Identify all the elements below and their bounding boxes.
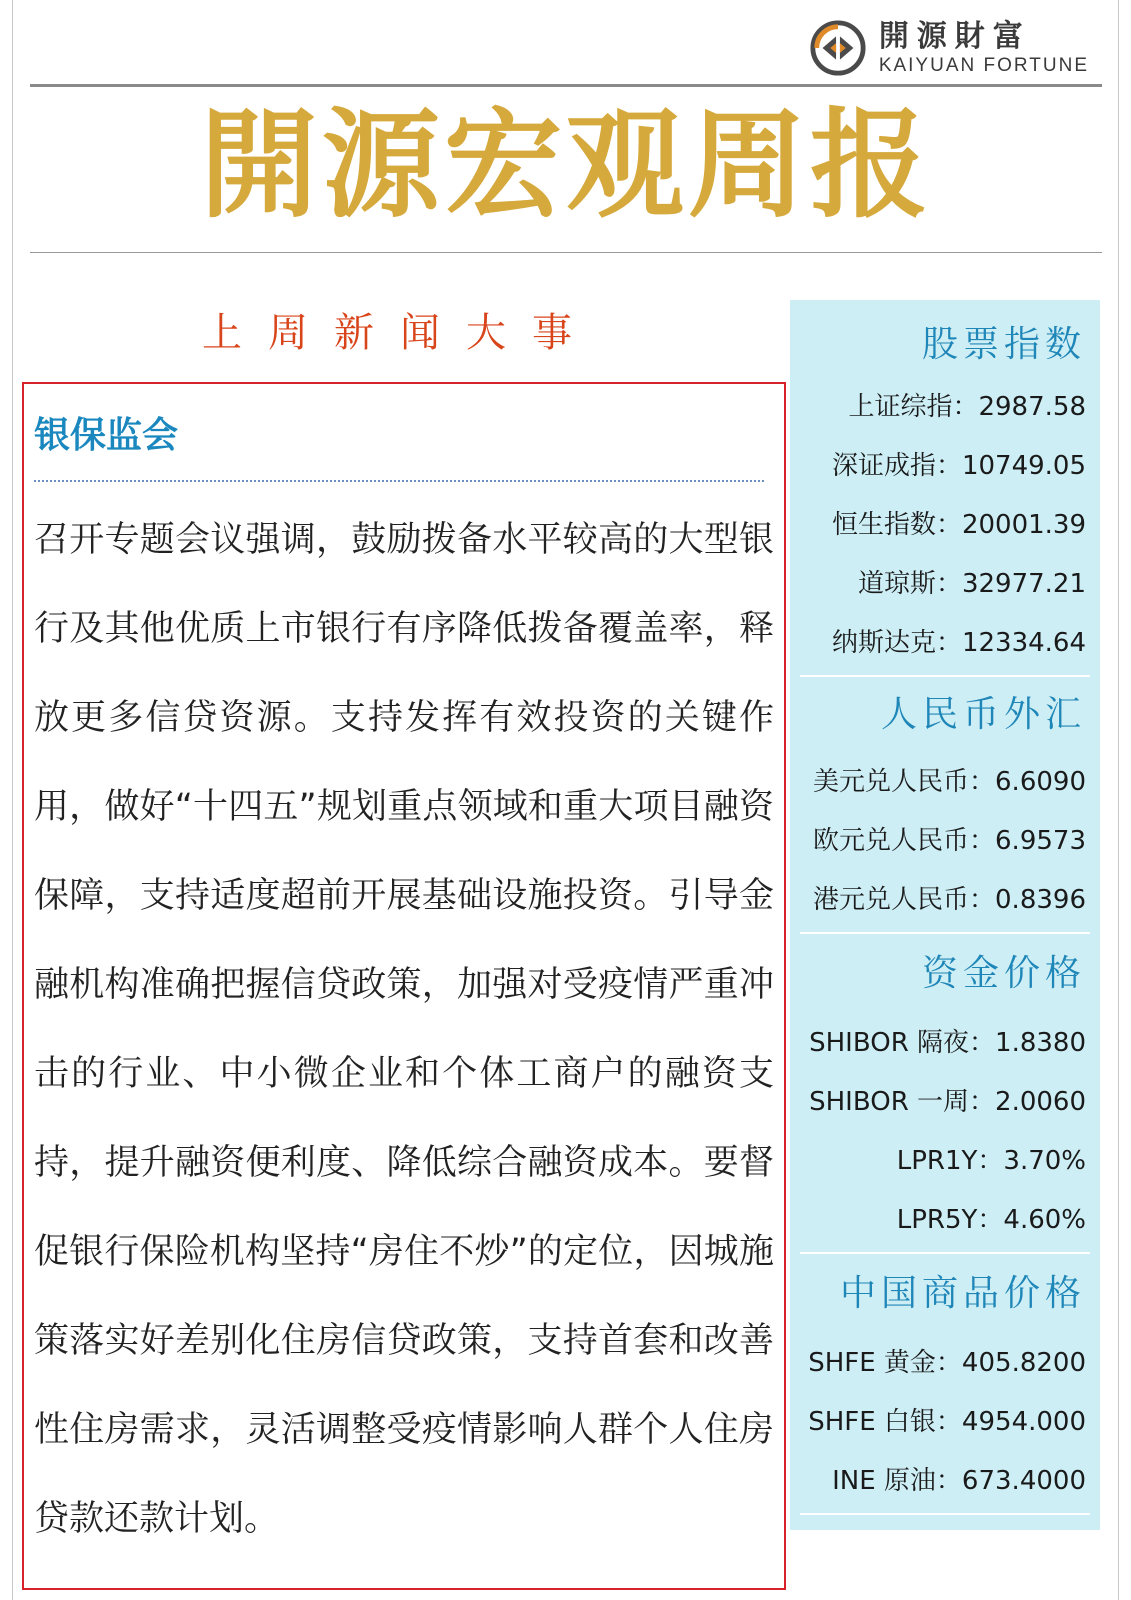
- commodity-row: SHFE 白银：4954.000: [808, 1407, 1086, 1437]
- stock-row: 上证综指：2987.58: [848, 392, 1086, 422]
- commodity-row: INE 原油：673.4000: [832, 1466, 1086, 1496]
- fx-row: 港元兑人民币：0.8396: [813, 885, 1086, 915]
- money-price-group: [790, 934, 1100, 1250]
- market-panel: [790, 300, 1100, 1530]
- news-body: 召开专题会议强调，鼓励拨备水平较高的大型银行及其他优质上市银行有序降低拨备覆盖率，释放更多信贷资源。支持发挥有效投资的关键作用，做好“十四五”规划重点领域和重大项目融资保障，支持适度超前开展基础设施投资。引导金融机构准确把握信贷政策，加强对受疫情严重冲击的行业、中小微企业和个体工商户的融资支持，提升融资便利度、降低综合融资成本。要督促银行保险机构坚持“房住不炒”的定位，因城施策落实好差别化住房信贷政策，支持首套和改善性住房需求，灵活调整受疫情影响人群个人住房贷款还款计划。: [34, 520, 774, 1539]
- fx-group: [790, 677, 1100, 930]
- money-row: SHIBOR 一周：2.0060: [809, 1087, 1086, 1117]
- section-title: 上周新闻大事: [202, 310, 598, 356]
- kaiyuan-logo-icon: [809, 19, 867, 77]
- masthead-title: 開源宏观周报: [199, 96, 932, 234]
- stock-row: 深证成指：10749.05: [831, 451, 1086, 481]
- commodity-row: SHFE 黄金：405.8200: [808, 1348, 1086, 1378]
- stock-index-title: 股票指数: [921, 324, 1086, 365]
- stock-row: 道琼斯：32977.21: [857, 569, 1086, 599]
- news-heading: 银保监会: [34, 415, 179, 456]
- logo-name-cn: 開源財富: [878, 19, 1031, 54]
- fx-title: 人民币外汇: [880, 694, 1086, 735]
- stock-row: 恒生指数：20001.39: [831, 510, 1086, 540]
- masthead-rule: [30, 252, 1102, 253]
- top-rule: [30, 84, 1102, 87]
- commodity-title: 中国商品价格: [839, 1273, 1086, 1314]
- logo-name-en: KAIYUAN FORTUNE: [878, 55, 1089, 76]
- news-divider: [34, 480, 764, 482]
- panel-separator: [800, 1513, 1090, 1515]
- money-price-title: 资金价格: [921, 953, 1086, 994]
- money-row: LPR5Y：4.60%: [896, 1205, 1086, 1235]
- fx-row: 美元兑人民币：6.6090: [813, 767, 1086, 797]
- money-row: LPR1Y：3.70%: [896, 1146, 1086, 1176]
- news-box: [22, 382, 786, 1590]
- stock-index-group: [790, 300, 1100, 673]
- money-row: SHIBOR 隔夜：1.8380: [809, 1028, 1086, 1058]
- stock-row: 纳斯达克：12334.64: [831, 628, 1086, 658]
- fx-row: 欧元兑人民币：6.9573: [813, 826, 1086, 856]
- commodity-group: [790, 1254, 1100, 1511]
- brand-logo: [809, 16, 1089, 80]
